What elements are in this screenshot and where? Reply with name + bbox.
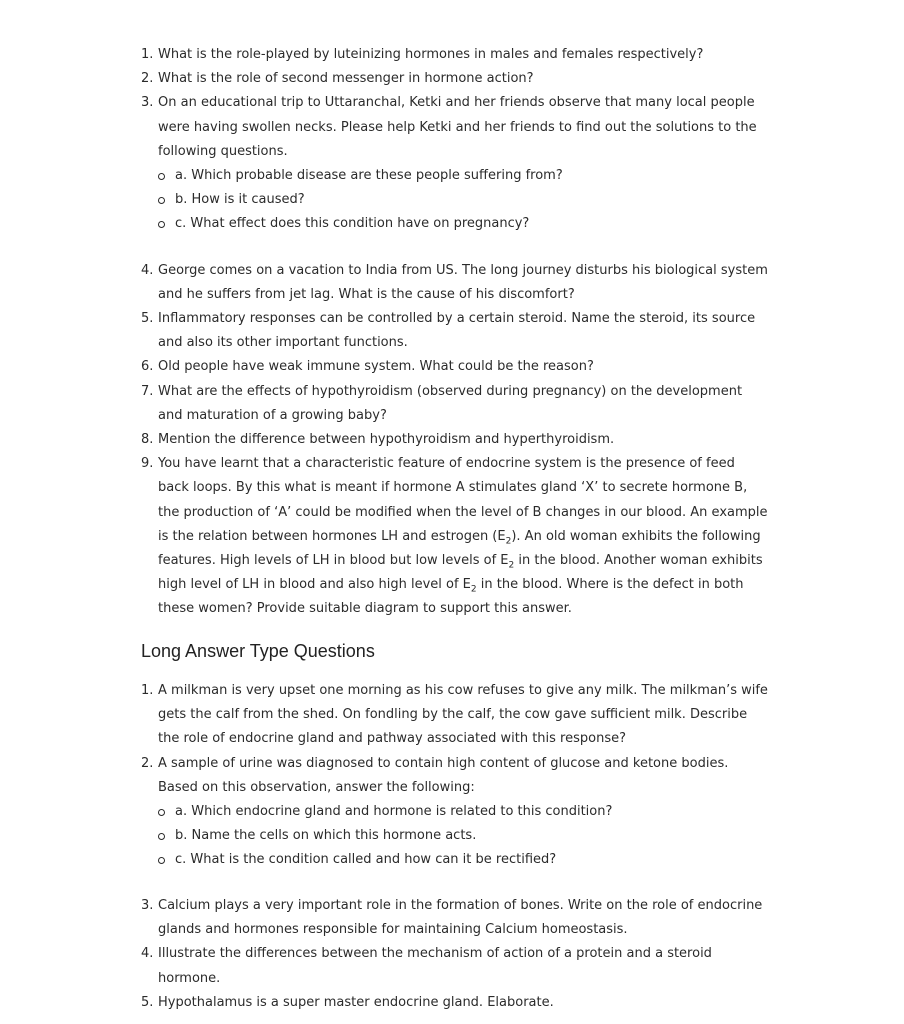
question-list <box>141 43 768 622</box>
subscript: 2 <box>505 536 512 547</box>
list-item <box>141 428 768 452</box>
sub-question <box>158 824 768 848</box>
list-item <box>141 259 768 307</box>
sub-question <box>158 212 768 236</box>
question-number: 9. <box>141 456 154 472</box>
question-text: What is the role of second messenger in hormone action? <box>158 71 534 87</box>
question-text: Old people have weak immune system. What could be the reason? <box>158 359 594 375</box>
list-item <box>141 380 768 428</box>
long-question-list <box>141 679 768 873</box>
list-item <box>141 307 768 355</box>
question-number: 1. <box>141 683 154 698</box>
bullet-icon <box>158 173 165 180</box>
question-text: A milkman is very upset one morning as his cow refuses to give any milk. The milkman’s wife gets the calf from the shed. On fondling by the calf, the cow gave sufficient milk. Describe the role of endocrine gland and pathway associated with this response? <box>158 683 768 747</box>
list-item <box>141 942 768 990</box>
question-text: George comes on a vacation to India from US. The long journey disturbs his biological system and he suffers from jet lag. What is the cause of his discomfort? <box>158 262 768 302</box>
subscript: 2 <box>470 584 477 595</box>
question-text: You have learnt that a characteristic feature of endocrine system is the presence of feed back loops. By this what is meant if hormone A stimulates gland ‘X’ to secrete hormone B, the production of ‘A’ could be modified when the level of B changes in our blood. An example is the relation between hormones LH and estrogen $(E_2)$. An old woman exhibits the following features. High levels of LH in blood but low levels of $E_2$ in the blood. Another woman exhibits high level of LH in blood and also high level of $E_2$ in the blood. Where is the defect in both these women? Provide suitable diagram to support this answer. <box>158 456 768 617</box>
list-item <box>141 452 768 621</box>
sub-question <box>158 848 768 872</box>
subscript: 2 <box>508 560 515 571</box>
question-number: 4. <box>141 262 154 278</box>
list-item <box>141 894 768 942</box>
list-item <box>141 67 768 91</box>
sub-question-text: a. Which probable disease are these people suffering from? <box>175 168 563 184</box>
question-number: 6. <box>141 359 154 375</box>
list-item <box>141 679 768 752</box>
sub-question-list <box>158 164 768 237</box>
sub-question-text: b. How is it caused? <box>175 192 305 208</box>
question-text: Calcium plays a very important role in the formation of bones. Write on the role of endocrine glands and hormones responsible for maintaining Calcium homeostasis. <box>158 898 763 938</box>
question-text: Hypothalamus is a super master endocrine gland. Elaborate. <box>158 994 554 1010</box>
question-number: 4. <box>141 946 154 962</box>
question-number: 3. <box>141 95 154 111</box>
question-text: Inflammatory responses can be controlled by a certain steroid. Name the steroid, its source and also its other important functions. <box>158 311 756 351</box>
list-item <box>141 991 768 1015</box>
sub-question-list <box>158 800 768 873</box>
question-text: What are the effects of hypothyroidism (observed during pregnancy) on the development and maturation of a growing baby? <box>158 383 743 423</box>
question-number: 7. <box>141 383 154 399</box>
long-question-list-continued <box>141 894 768 1015</box>
question-number: 5. <box>141 994 154 1010</box>
list-item <box>141 43 768 67</box>
bullet-icon <box>158 809 165 816</box>
list-item <box>141 752 768 873</box>
bullet-icon <box>158 221 165 228</box>
question-number: 5. <box>141 311 154 327</box>
question-number: 1. <box>141 47 154 62</box>
question-text: Mention the difference between hypothyroidism and hyperthyroidism. <box>158 432 615 448</box>
question-number: 2. <box>141 71 154 87</box>
question-text: Illustrate the differences between the mechanism of action of a protein and a steroid hormone. <box>158 946 712 986</box>
bullet-icon <box>158 833 165 840</box>
sub-question-text: c. What effect does this condition have on pregnancy? <box>175 216 530 232</box>
list-item <box>141 355 768 379</box>
bullet-icon <box>158 857 165 864</box>
question-number: 3. <box>141 898 154 913</box>
list-item <box>141 91 768 258</box>
question-number: 8. <box>141 432 154 448</box>
sub-question <box>158 188 768 212</box>
question-text: What is the role-played by luteinizing hormones in males and females respectively? <box>158 47 704 62</box>
sub-question-text: a. Which endocrine gland and hormone is related to this condition? <box>175 804 613 820</box>
question-text: On an educational trip to Uttaranchal, Ketki and her friends observe that many local people were having swollen necks. Please help Ketki and her friends to find out the solutions to the following questions. <box>158 95 757 159</box>
sub-question-text: c. What is the condition called and how can it be rectified? <box>175 852 557 868</box>
sub-question <box>158 800 768 824</box>
section-heading: Long Answer Type Questions <box>141 641 375 661</box>
sub-question <box>158 164 768 188</box>
sub-question-text: b. Name the cells on which this hormone acts. <box>175 828 477 844</box>
question-text: A sample of urine was diagnosed to contain high content of glucose and ketone bodies. Based on this observation, answer the following: <box>158 755 729 795</box>
bullet-icon <box>158 197 165 204</box>
question-number: 2. <box>141 755 154 771</box>
